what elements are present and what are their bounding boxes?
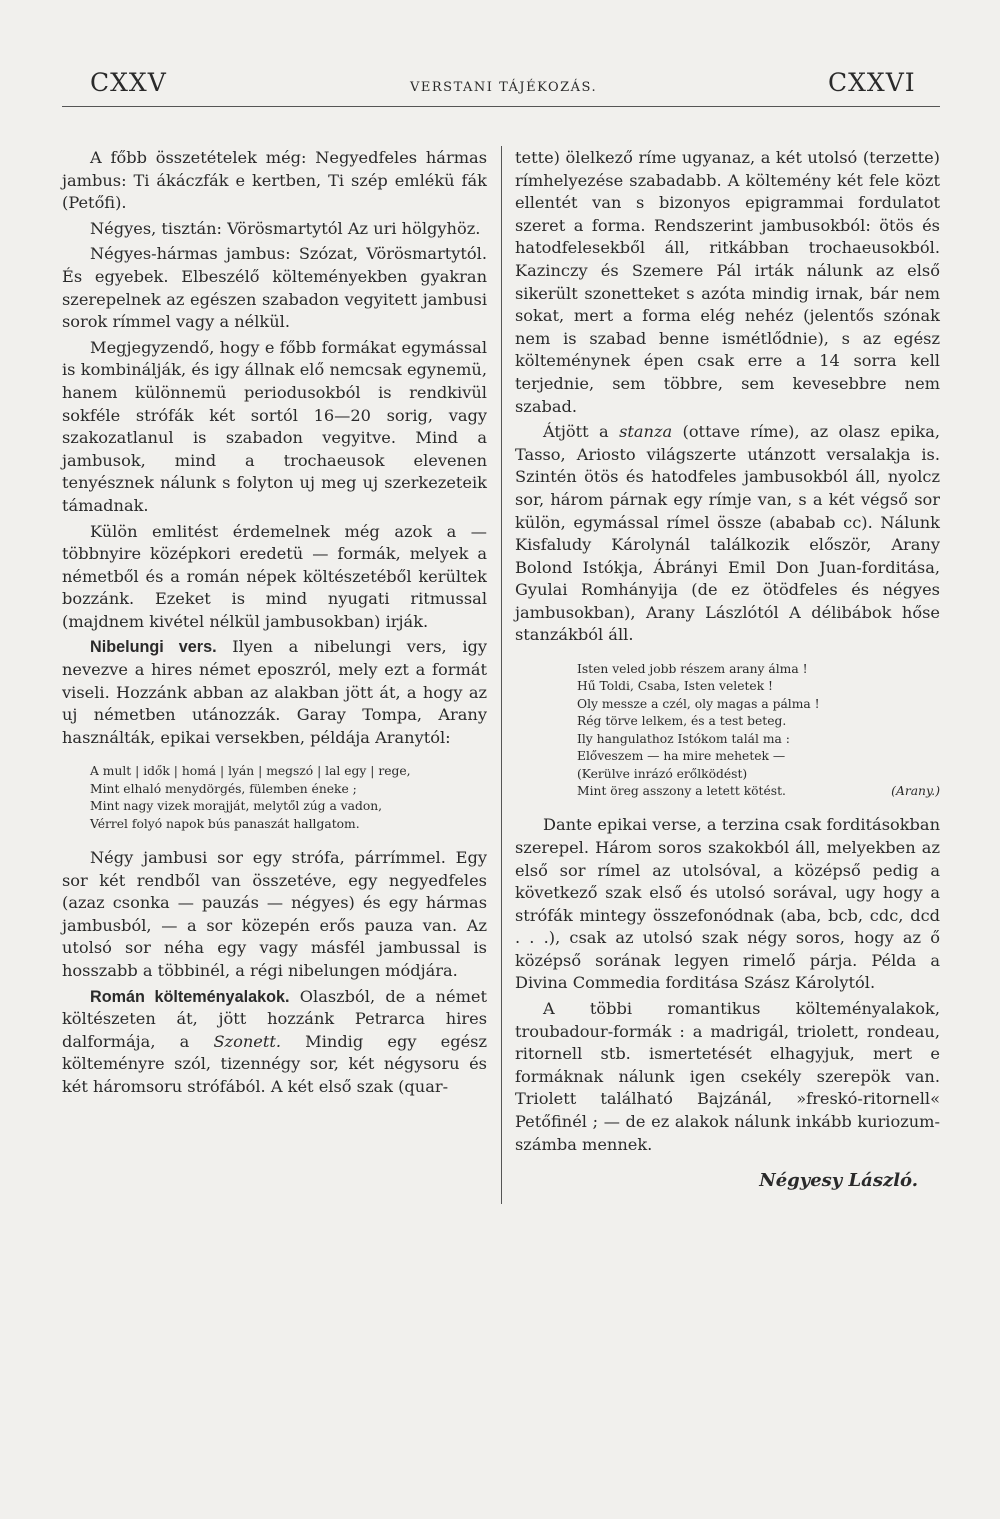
paragraph-text: Ilyen a nibelungi vers, igy nevezve a hires német eposzról, mely ezt a formát viseli. Hozzánk abban az alakban jött át, a hogy az uj németben utánozzák. Garay Tompa, Arany használták, epikai versekben, példája Aranytól: xyxy=(62,637,488,747)
verse-line: Oly messze a czél, oly magas a pálma ! xyxy=(577,696,820,711)
emphasis: Szonett. xyxy=(213,1031,281,1051)
paragraph-text: Olaszból, de a német költészeten át, jött hozzánk Petrarca hires dalformája, a xyxy=(62,986,487,1051)
paragraph: Négy jambusi sor egy strófa, párrímmel. Egy sor két rendből van összetéve, egy negyedfeles (azaz csonka — pauzás — négyes) és egy hármas jambusból, — a sor közepén erős pauza van. Az utolsó sor néha egy vagy másfél jambussal is hosszabb a többinél, a régi nibelungen módjára. xyxy=(62,848,487,981)
paragraph: A többi romantikus költeményalakok, troubadour-formák : a madrigál, triolett, rondeau, ritornell stb. ismertetését elhagyjuk, mert e formáknak nálunk igen csekély szerepök van. Triolett található Bajzánál, »freskó-ritornell« Petőfinél ; — de ez alakok nálunk inkább kuriozum-számba mennek. xyxy=(515,999,940,1154)
left-page-number: CXXV xyxy=(90,68,167,97)
paragraph: Négyes-hármas jambus: Szózat, Vörösmartytól. És egyebek. Elbeszélő költeményekben gyakran szerepelnek az egészen szabadon vegyitett jambusi sorok rímmel vagy a nélkül. xyxy=(62,244,487,332)
verse-quote xyxy=(515,661,940,800)
verse-line: Rég törve lelkem, és a test beteg. xyxy=(577,714,787,729)
verse-line: Mint nagy vizek morajját, melytől zúg a vadon, xyxy=(90,799,383,814)
paragraph-text: (ottave ríme), az olasz epika, Tasso, Ariosto világszerte utánzott versalakja is. Szintén ötös és hatodfeles jambusokból áll, nyolcz sor, három párnak egy rímje van, s a két végső sor külön, egymással rímel össze (ababab cc). Nálunk Kisfaludy Károlynál találkozik először, Arany Bolond Istókja, Ábrányi Emil Don Juan-forditása, Gyulai Romhányija (de ez ötödfeles és négyes jambusokban), Arany Lászlótól A délibábok hőse stanzákból áll. xyxy=(515,422,940,645)
verse-last-row xyxy=(577,783,940,800)
verse-line: A mult | idők | homá | lyán | megszó | lal egy | rege, xyxy=(90,764,411,779)
author-signature: Négyesy László. xyxy=(759,1170,918,1192)
section-heading: Nibelungi vers. xyxy=(90,638,217,657)
paragraph: Megjegyzendő, hogy e főbb formákat egymással is kombinálják, és igy állnak elő nemcsak egynemü, hanem különnemü periodusokból is rendkivül sokféle strófák két sortól 16—20 sorig, vagy szakozatlanul is szabadon vegyitve. Mind a jambusok, mind a trochaeusok elevenen tenyésznek nálunk s folyton uj meg uj szerkezeteik támadnak. xyxy=(62,337,487,515)
paragraph xyxy=(62,636,487,749)
paragraph xyxy=(515,421,940,647)
verse-quote xyxy=(62,763,487,833)
right-page-number: CXXVI xyxy=(828,68,916,97)
paragraph: A főbb összetételek még: Negyedfeles hármas jambus: Ti ákáczfák e kertben, Ti szép emlékü fák (Petőfi). xyxy=(62,148,487,213)
verse-line: Ily hangulathoz Istókom talál ma : xyxy=(577,731,790,746)
running-title: VERSTANI TÁJÉKOZÁS. xyxy=(410,80,598,95)
paragraph: Külön emlitést érdemelnek még azok a — többnyire középkori eredetü — formák, melyek a németből és a román népek költészetéből kerültek bozzánk. Ezeket is mind nyugati ritmussal (majdnem kivétel nélkül jambusokban) irják. xyxy=(62,521,487,631)
header-rule xyxy=(62,106,940,107)
paragraph: Négyes, tisztán: Vörösmartytól Az uri hölgyhöz. xyxy=(90,218,481,238)
verse-line: Isten veled jobb részem arany álma ! xyxy=(577,662,808,677)
verse-line: Előveszem — ha mire mehetek — xyxy=(577,749,786,764)
paragraph: tette) ölelkező ríme ugyanaz, a két utolsó (terzette) rímhelyezése szabadabb. A költemény két fele közt ellentét van s bizonyos epigrammai fordulatot szeret a forma. Rendszerint jambusokból: ötös és hatodfelesekből áll, ritkábban trochaeusokból. Kazinczy és Szemere Pál irták nálunk az első sikerült szonetteket s azóta mindig irnak, bár nem sokat, mert a forma elég nehéz (jelentős szónak nem is szabad benne ismétlődnie), s az egész költeménynek épen csak erre a 14 sorra kell terjednie, sem többre, sem kevesebbre nem szabad. xyxy=(515,148,940,416)
right-column xyxy=(515,147,940,1193)
paragraph-text: Mindig egy egész költeményre szól, tizennégy sor, két négysoru és két háromsoru strófából. A két első szak (quar- xyxy=(62,1031,487,1096)
verse-line: Mint öreg asszony a letett kötést. xyxy=(577,783,786,798)
emphasis: stanza xyxy=(619,422,673,442)
paragraph xyxy=(62,986,487,1099)
verse-line: Vérrel folyó napok bús panaszát hallgatom. xyxy=(90,816,360,831)
column-divider xyxy=(501,146,502,1204)
verse-line: Hű Toldi, Csaba, Isten veletek ! xyxy=(577,679,773,694)
verse-line: Mint elhaló menydörgés, fülemben éneke ; xyxy=(90,781,357,796)
left-column xyxy=(62,147,487,1099)
verse-attribution: (Arany.) xyxy=(891,783,940,798)
verse-line: (Kerülve inrázó erőlködést) xyxy=(577,766,748,781)
paragraph-text: Átjött a xyxy=(543,422,620,442)
section-heading: Román költeményalakok. xyxy=(90,987,290,1006)
paragraph: Dante epikai verse, a terzina csak forditásokban szerepel. Három soros szakokból áll, melyekben az első sor rímel az utolsóval, a középső pedig a következő szak első és utolsó sorával, ugy hogy a strófák mintegy összefonódnak (aba, bcb, cdc, dcd . . .), csak az utolsó szak négy soros, hogy az ő középső sorának legyen rimelő párja. Példa a Divina Commedia forditása Szász Károlytól. xyxy=(515,815,940,993)
